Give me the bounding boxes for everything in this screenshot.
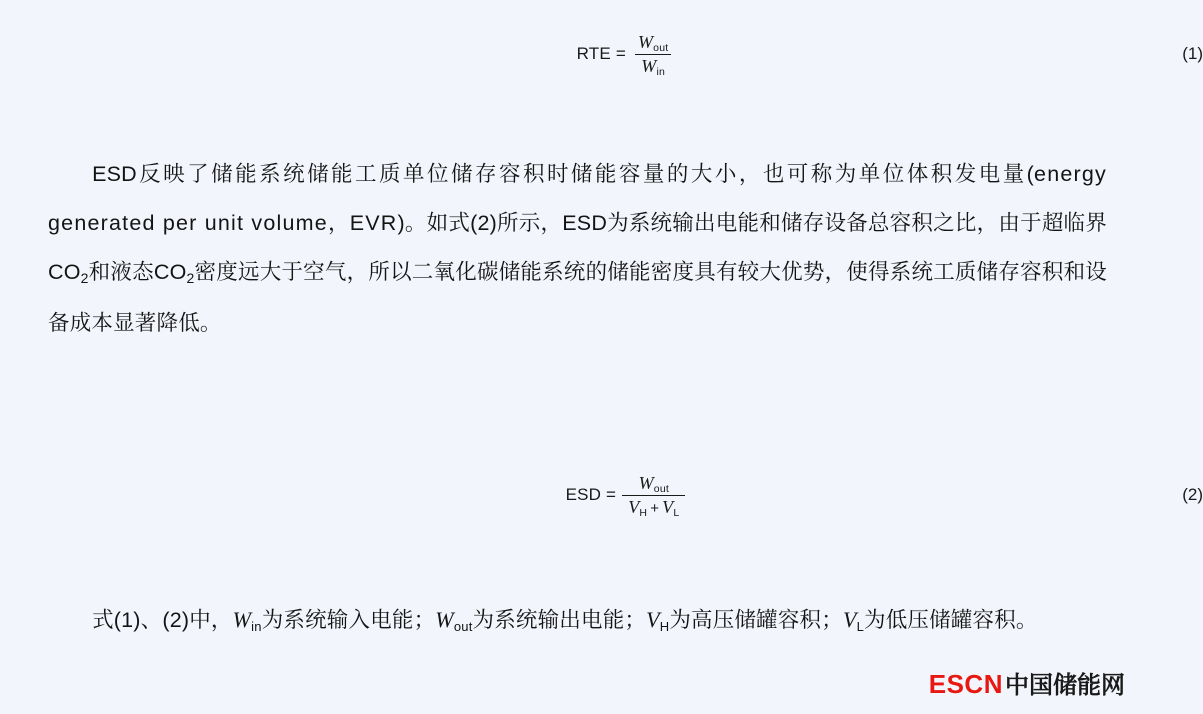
- equation-1: [577, 32, 675, 76]
- inline-variable-v-l: $V_L$: [842, 607, 865, 634]
- para2-seg2: 为系统输入电能；: [261, 608, 436, 632]
- equation-2: [566, 473, 686, 517]
- para1-latin-evr: EVR: [349, 211, 398, 235]
- variable-v-l: $V_L$: [662, 496, 680, 519]
- equation-2-number: (2): [1182, 485, 1203, 505]
- variable-w-in: $W_{in}$: [641, 55, 666, 78]
- equation-1-fraction: [632, 32, 674, 76]
- para2-seg1: 式(1)、(2)中，: [92, 608, 233, 632]
- para1-seg3: )。如式(2)所示，ESD为系统输出电能和储存设备总容积之比，由于超临界CO: [48, 211, 1107, 284]
- paragraph-variable-definitions: [48, 595, 1107, 647]
- inline-variable-w-out: $W_{out}$: [435, 607, 473, 634]
- plus-operator: +: [650, 499, 660, 517]
- equation-2-numerator: [633, 473, 675, 495]
- para1-co2-subscript-b: 2: [186, 270, 195, 286]
- equation-1-numerator: [632, 32, 674, 54]
- equation-block-2: [48, 473, 1203, 517]
- watermark-escn: [929, 665, 1125, 700]
- para1-latin-energy-generated: energy generated per unit volume: [48, 162, 1107, 235]
- equation-2-lhs: ESD =: [565, 485, 617, 505]
- variable-v-h: $V_H$: [628, 496, 648, 519]
- inline-variable-v-h: $V_H$: [646, 607, 670, 634]
- para2-seg4: 为高压储罐容积；: [669, 608, 843, 632]
- equation-1-number: (1): [1182, 44, 1203, 64]
- para1-seg4: 和液态CO: [88, 260, 187, 284]
- paragraph-esd-description: [48, 150, 1107, 348]
- watermark-brand-cn: 中国储能网: [1005, 672, 1125, 699]
- equation-1-lhs: RTE =: [576, 44, 626, 64]
- equation-2-denominator: [622, 495, 685, 518]
- para2-seg5: 为低压储罐容积。: [864, 608, 1038, 632]
- equation-1-denominator: [635, 54, 671, 77]
- variable-w-out: $W_{out}$: [637, 32, 669, 54]
- equation-block-1: [48, 32, 1203, 76]
- para1-co2-subscript-a: 2: [80, 270, 89, 286]
- watermark-brand-latin: ESCN: [928, 669, 1003, 699]
- para1-seg5: 密度远大于空气，所以二氧化碳储能系统的储能密度具有较大优势，使得系统工质储存容积和设备成本显著降低。: [48, 260, 1107, 335]
- para2-seg3: 为系统输出电能；: [472, 608, 647, 632]
- inline-variable-w-in: $W_{in}$: [232, 607, 262, 634]
- para1-seg1: ESD反映了储能系统储能工质单位储存容积时储能容量的大小，也可称为单位体积发电量(: [92, 162, 1035, 186]
- para1-seg2: ，: [327, 211, 350, 235]
- equation-2-fraction: [622, 473, 685, 517]
- variable-w-out: $W_{out}$: [638, 473, 669, 495]
